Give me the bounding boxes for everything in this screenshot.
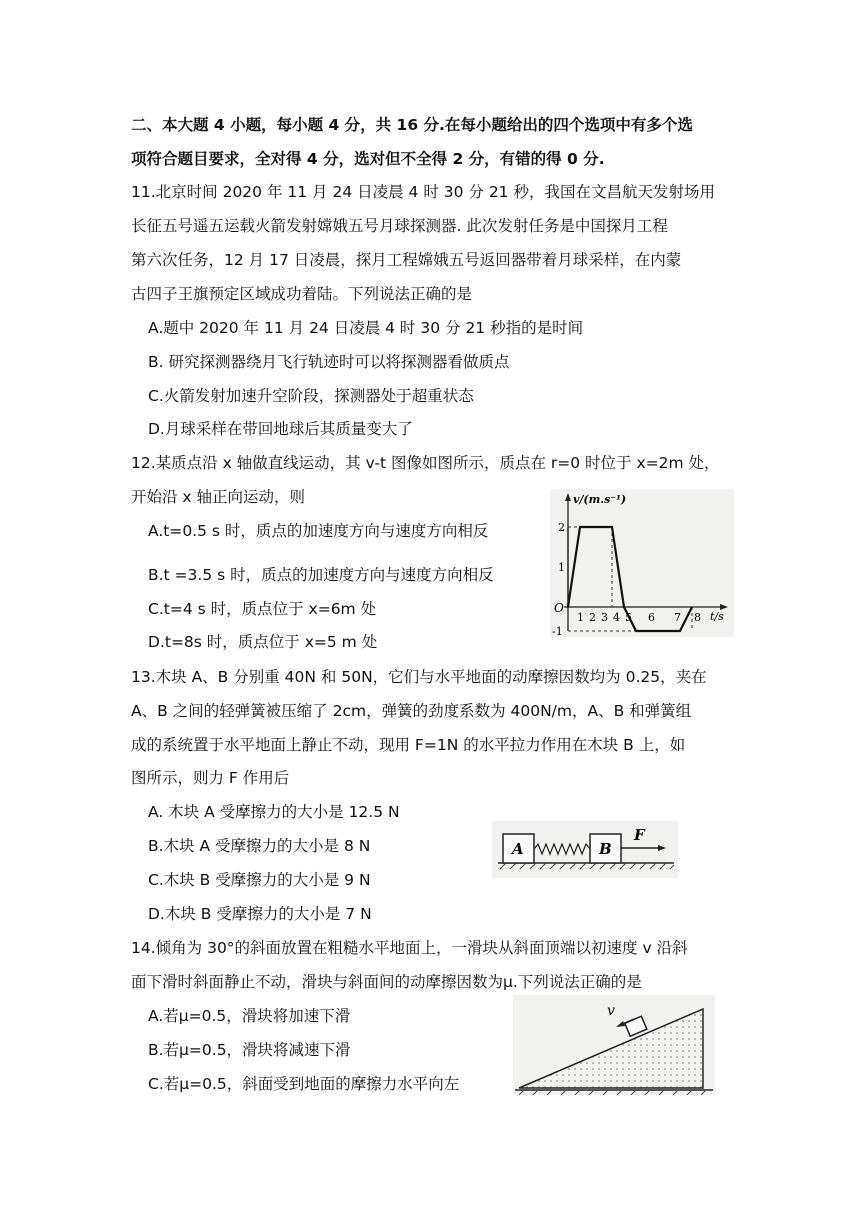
y-tick-1: 1 bbox=[558, 561, 565, 574]
q13-stem-line-3: 成的系统置于水平地面上静止不动，现用 F=1N 的水平拉力作用在木块 B 上，如 bbox=[131, 736, 686, 754]
y-tick-neg1: -1 bbox=[552, 625, 563, 637]
x-tick-2: 2 bbox=[589, 611, 596, 624]
velocity-label: v bbox=[607, 1003, 615, 1019]
x-tick-3: 3 bbox=[601, 611, 608, 624]
q11-option-d: D.月球采样在带回地球后其质量变大了 bbox=[148, 420, 413, 438]
block-b-label: B bbox=[599, 840, 612, 858]
slider-block-group bbox=[625, 1016, 647, 1036]
section-instructions-line-1: 二、本大题 4 小题，每小题 4 分，共 16 分.在每小题给出的四个选项中有多个选 bbox=[131, 116, 693, 134]
x-tick-4: 4 bbox=[613, 611, 620, 624]
force-label: F bbox=[634, 826, 645, 844]
q11-stem-line-1: 11.北京时间 2020 年 11 月 24 日凌晨 4 时 30 分 21 秒，我国在文昌航天发射场用 bbox=[131, 183, 715, 201]
q12-option-b: B.t =3.5 s 时，质点的加速度方向与速度方向相反 bbox=[148, 566, 494, 584]
velocity-arrow-icon bbox=[616, 1021, 625, 1027]
q14-option-c: C.若μ=0.5，斜面受到地面的摩擦力水平向左 bbox=[148, 1075, 460, 1093]
spring-figure-svg bbox=[492, 821, 678, 878]
q14-stem-line-1: 14.倾角为 30°的斜面放置在粗糙水平地面上，一滑块从斜面顶端以初速度 v 沿斜 bbox=[131, 939, 688, 957]
y-tick-2: 2 bbox=[558, 521, 565, 534]
q13-stem-line-1: 13.木块 A、B 分别重 40N 和 50N，它们与水平地面的动摩擦因数均为 0.25，夹在 bbox=[131, 668, 707, 686]
spring bbox=[534, 844, 590, 854]
q13-stem-line-4: 图所示，则力 F 作用后 bbox=[131, 769, 290, 787]
graph-xlabel: t/s bbox=[710, 610, 724, 623]
graph-ylabel: v/(m.s⁻¹) bbox=[573, 493, 627, 506]
x-tick-8: 8 bbox=[694, 611, 701, 624]
incline-slope bbox=[519, 1009, 703, 1088]
section-instructions-line-2: 项符合题目要求，全对得 4 分，选对但不全得 2 分，有错的得 0 分. bbox=[131, 150, 605, 168]
q13-stem-line-2: A、B 之间的轻弹簧被压缩了 2cm，弹簧的劲度系数为 400N/m，A、B 和弹簧组 bbox=[131, 702, 692, 720]
q14-option-b: B.若μ=0.5，滑块将减速下滑 bbox=[148, 1041, 351, 1059]
q11-stem-line-4: 古四子王旗预定区域成功着陆。下列说法正确的是 bbox=[131, 285, 473, 303]
block-a-label: A bbox=[512, 840, 524, 858]
q11-option-b: B. 研究探测器绕月飞行轨迹时可以将探测器看做质点 bbox=[148, 353, 510, 371]
y-axis-arrow-icon bbox=[565, 493, 571, 501]
q13-option-c: C.木块 B 受摩擦力的大小是 9 N bbox=[148, 871, 371, 889]
q13-option-d: D.木块 B 受摩擦力的大小是 7 N bbox=[148, 905, 372, 923]
q11-stem-line-3: 第六次任务，12 月 17 日凌晨，探月工程嫦娥五号返回器带着月球采样，在内蒙 bbox=[131, 251, 682, 269]
graph-origin-label: O bbox=[554, 601, 564, 615]
incline-figure-svg bbox=[513, 995, 715, 1095]
q13-spring-figure bbox=[492, 821, 678, 878]
q14-option-a: A.若μ=0.5，滑块将加速下滑 bbox=[148, 1007, 351, 1025]
x-tick-1: 1 bbox=[577, 611, 584, 624]
ground-hatching bbox=[500, 863, 674, 869]
q11-option-a: A.题中 2020 年 11 月 24 日凌晨 4 时 30 分 21 秒指的是时间 bbox=[148, 319, 584, 337]
q12-option-c: C.t=4 s 时，质点位于 x=6m 处 bbox=[148, 600, 377, 618]
q14-incline-figure bbox=[513, 995, 715, 1095]
q11-option-c: C.火箭发射加速升空阶段，探测器处于超重状态 bbox=[148, 387, 474, 405]
q12-option-a: A.t=0.5 s 时，质点的加速度方向与速度方向相反 bbox=[148, 522, 489, 540]
q12-option-d: D.t=8s 时，质点位于 x=5 m 处 bbox=[148, 633, 378, 651]
force-arrow-icon bbox=[658, 845, 666, 851]
x-tick-5: 5 bbox=[625, 611, 632, 624]
slider-block bbox=[625, 1016, 647, 1036]
q12-stem-line-1: 12.某质点沿 x 轴做直线运动，其 v-t 图像如图所示，质点在 r=0 时位于 x=2m 处， bbox=[131, 454, 720, 472]
q12-stem-line-2: 开始沿 x 轴正向运动，则 bbox=[131, 488, 306, 506]
x-tick-7: 7 bbox=[674, 611, 681, 624]
q14-stem-line-2: 面下滑时斜面静止不动，滑块与斜面间的动摩擦因数为μ.下列说法正确的是 bbox=[131, 973, 642, 991]
q12-vt-graph bbox=[550, 489, 734, 637]
q11-stem-line-2: 长征五号遥五运载火箭发射嫦娥五号月球探测器. 此次发射任务是中国探月工程 bbox=[131, 217, 668, 235]
x-tick-6: 6 bbox=[648, 611, 655, 624]
q13-option-b: B.木块 A 受摩擦力的大小是 8 N bbox=[148, 837, 371, 855]
vt-graph-svg bbox=[550, 489, 734, 637]
q13-option-a: A. 木块 A 受摩擦力的大小是 12.5 N bbox=[148, 803, 400, 821]
